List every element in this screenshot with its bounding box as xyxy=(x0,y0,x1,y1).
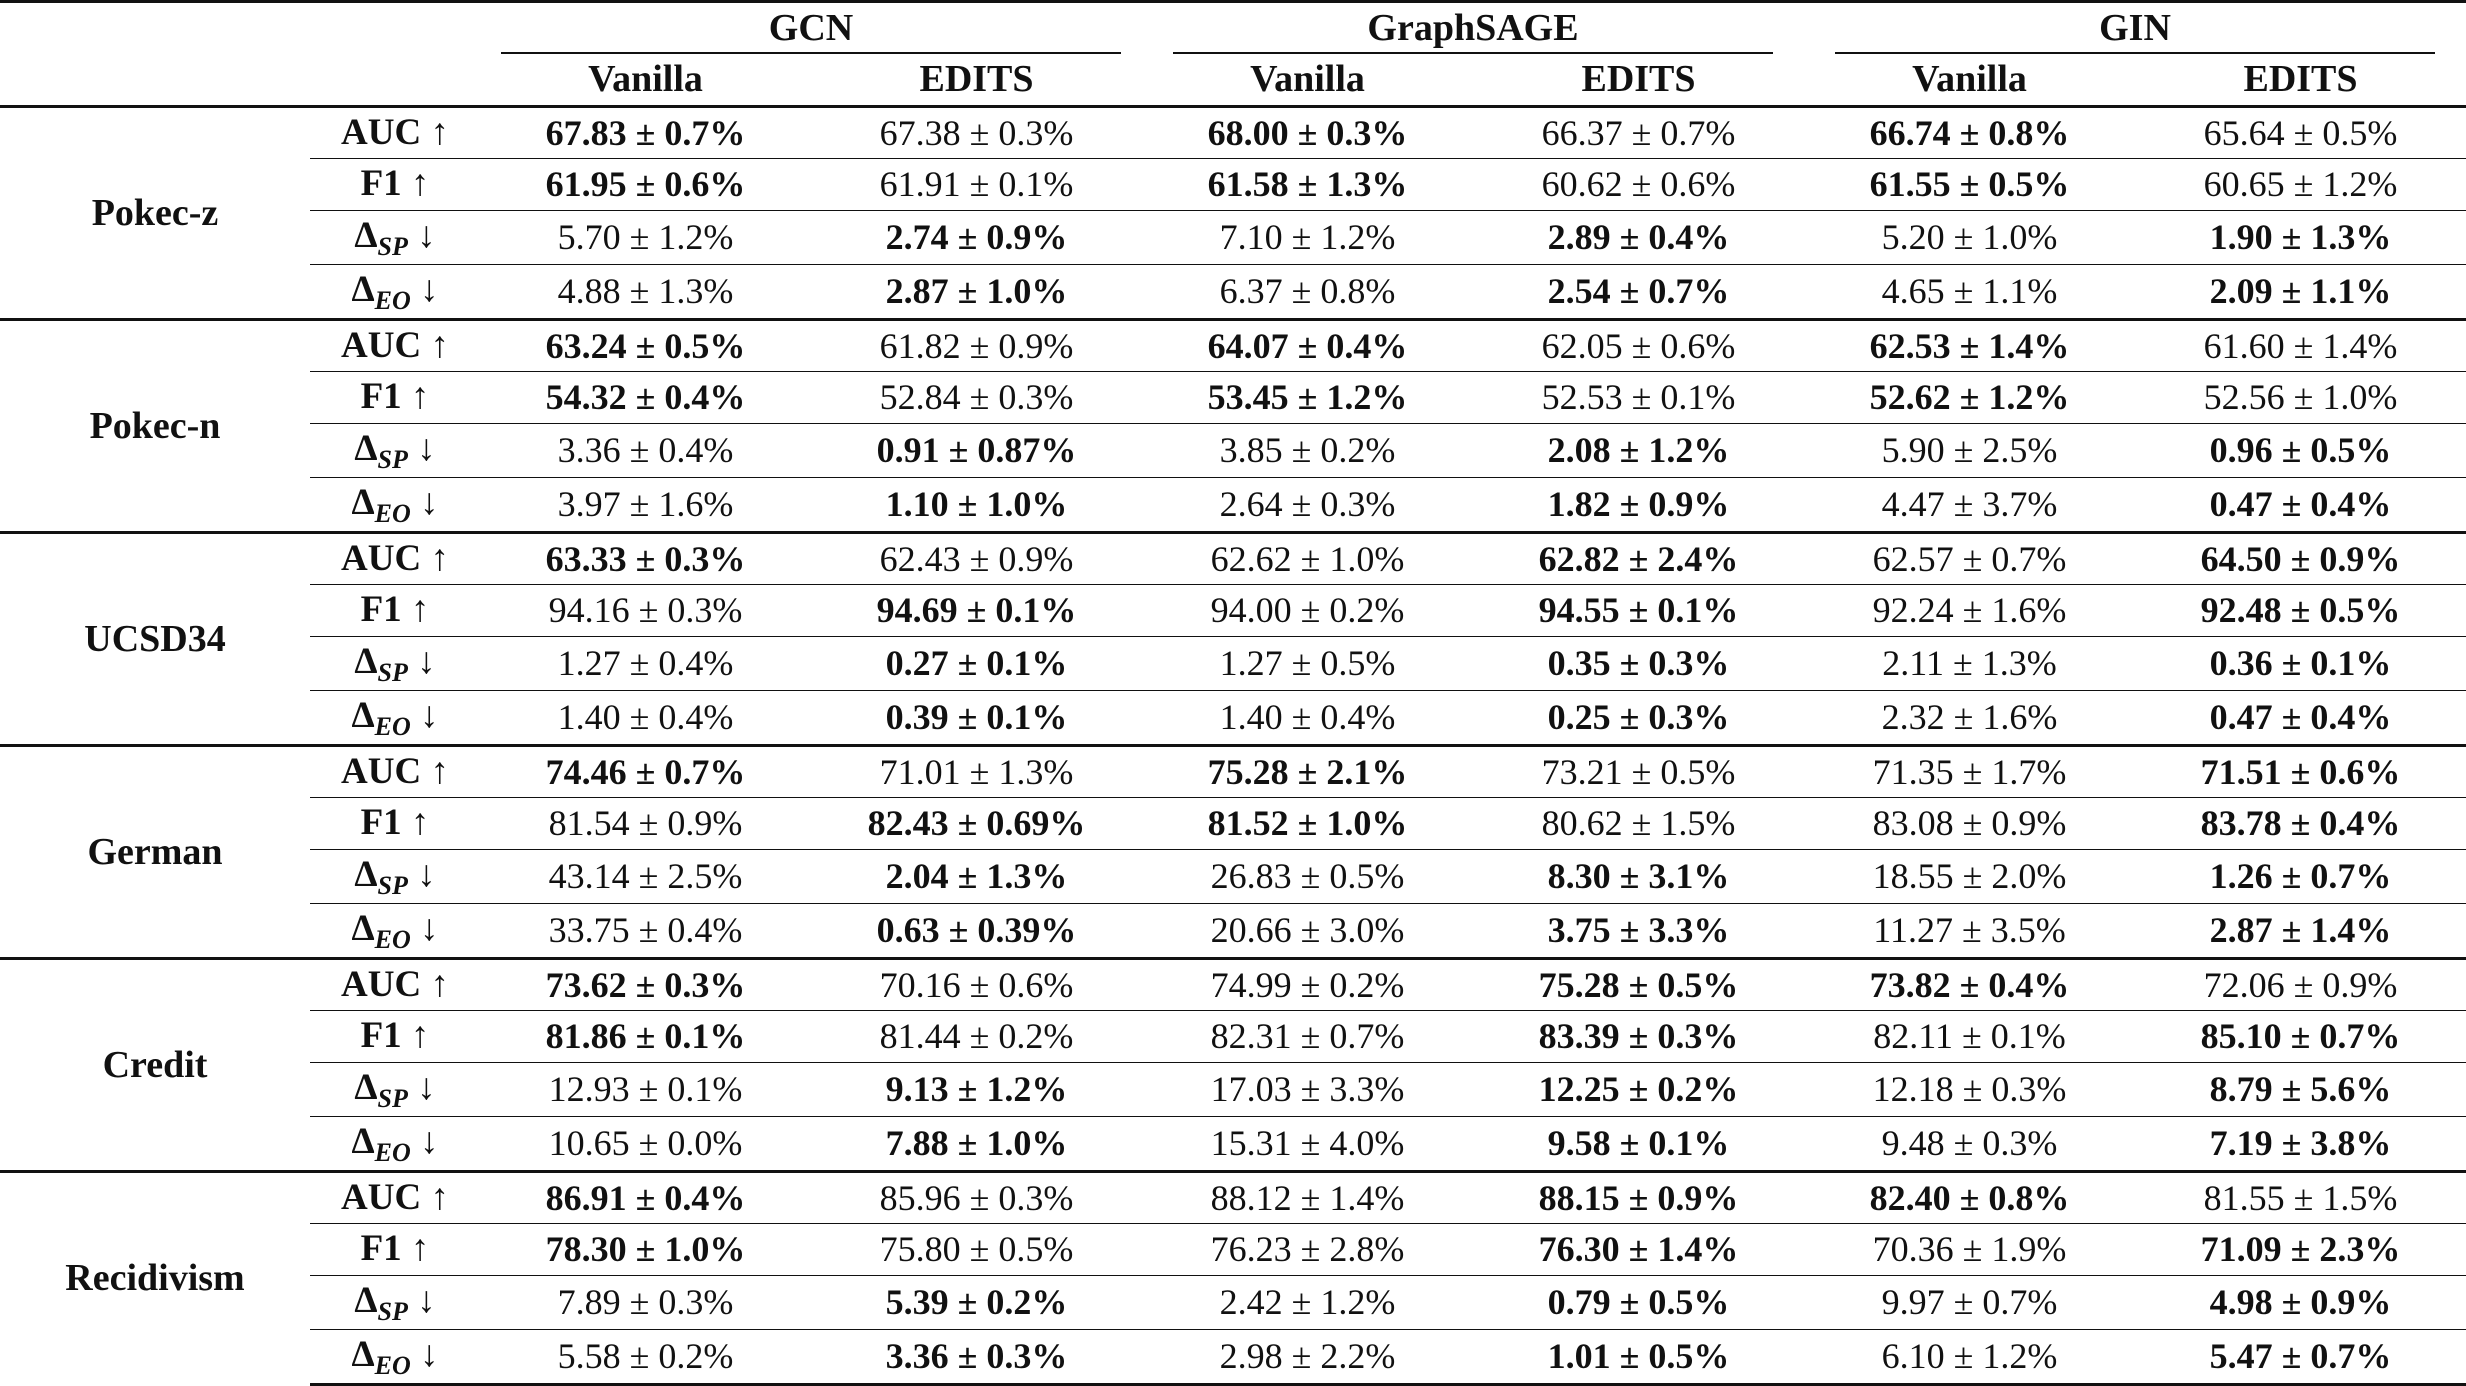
value-cell: 5.90 ± 2.5% xyxy=(1804,423,2135,477)
value-cell: 94.55 ± 0.1% xyxy=(1473,585,1804,637)
value-cell: 88.12 ± 1.4% xyxy=(1142,1171,1473,1224)
metric-label xyxy=(310,477,480,532)
table-row xyxy=(0,477,2466,532)
metric-label xyxy=(310,319,480,372)
arrow-down-icon: ↓ xyxy=(420,694,439,736)
value-cell: 54.32 ± 0.4% xyxy=(480,372,811,424)
value-cell: 12.18 ± 0.3% xyxy=(1804,1062,2135,1116)
group-header-gcn xyxy=(480,2,1142,55)
table-row xyxy=(0,1329,2466,1384)
table-row xyxy=(0,1275,2466,1329)
arrow-up-icon: ↑ xyxy=(410,376,430,418)
metric-label xyxy=(310,585,480,637)
arrow-down-icon: ↓ xyxy=(420,268,439,310)
arrow-up-icon: ↑ xyxy=(410,802,430,844)
value-cell: 9.13 ± 1.2% xyxy=(811,1062,1142,1116)
table-row xyxy=(0,1062,2466,1116)
value-cell: 81.54 ± 0.9% xyxy=(480,798,811,850)
value-cell: 71.51 ± 0.6% xyxy=(2135,745,2466,798)
arrow-up-icon: ↑ xyxy=(430,111,449,153)
value-cell: 74.46 ± 0.7% xyxy=(480,745,811,798)
subcolumn-header-vanilla: Vanilla xyxy=(1142,54,1473,106)
metric-label xyxy=(310,159,480,211)
value-cell: 3.97 ± 1.6% xyxy=(480,477,811,532)
value-cell: 2.04 ± 1.3% xyxy=(811,849,1142,903)
metric-name: F1 xyxy=(360,1015,402,1057)
metric-subscript: EO xyxy=(374,285,411,315)
metric-name: Δ xyxy=(351,268,375,310)
value-cell: 67.83 ± 0.7% xyxy=(480,106,811,159)
value-cell: 4.65 ± 1.1% xyxy=(1804,264,2135,319)
value-cell: 4.88 ± 1.3% xyxy=(480,264,811,319)
table-row xyxy=(0,319,2466,372)
value-cell: 76.23 ± 2.8% xyxy=(1142,1224,1473,1276)
value-cell: 4.47 ± 3.7% xyxy=(1804,477,2135,532)
metric-subscript: EO xyxy=(374,1350,411,1380)
table-row xyxy=(0,903,2466,958)
metric-name: Δ xyxy=(354,1279,378,1321)
arrow-up-icon: ↑ xyxy=(410,589,430,631)
metric-name: AUC xyxy=(341,111,422,153)
table-row xyxy=(0,264,2466,319)
metric-name: F1 xyxy=(360,802,402,844)
value-cell: 20.66 ± 3.0% xyxy=(1142,903,1473,958)
metric-label xyxy=(310,958,480,1011)
metric-label xyxy=(310,210,480,264)
value-cell: 3.36 ± 0.3% xyxy=(811,1329,1142,1384)
value-cell: 92.48 ± 0.5% xyxy=(2135,585,2466,637)
arrow-up-icon: ↑ xyxy=(410,163,430,205)
value-cell: 26.83 ± 0.5% xyxy=(1142,849,1473,903)
table-row xyxy=(0,532,2466,585)
value-cell: 61.95 ± 0.6% xyxy=(480,159,811,211)
value-cell: 81.44 ± 0.2% xyxy=(811,1011,1142,1063)
metric-subscript: EO xyxy=(374,498,411,528)
value-cell: 65.64 ± 0.5% xyxy=(2135,106,2466,159)
value-cell: 82.40 ± 0.8% xyxy=(1804,1171,2135,1224)
metric-name: Δ xyxy=(351,694,375,736)
value-cell: 73.21 ± 0.5% xyxy=(1473,745,1804,798)
value-cell: 17.03 ± 3.3% xyxy=(1142,1062,1473,1116)
value-cell: 62.82 ± 2.4% xyxy=(1473,532,1804,585)
dataset-label: Credit xyxy=(0,958,310,1171)
value-cell: 75.28 ± 0.5% xyxy=(1473,958,1804,1011)
subcolumn-header-row xyxy=(0,54,2466,106)
value-cell: 1.82 ± 0.9% xyxy=(1473,477,1804,532)
value-cell: 2.64 ± 0.3% xyxy=(1142,477,1473,532)
value-cell: 3.36 ± 0.4% xyxy=(480,423,811,477)
table-row xyxy=(0,798,2466,850)
value-cell: 10.65 ± 0.0% xyxy=(480,1116,811,1171)
metric-name: Δ xyxy=(354,427,378,469)
value-cell: 62.53 ± 1.4% xyxy=(1804,319,2135,372)
value-cell: 66.74 ± 0.8% xyxy=(1804,106,2135,159)
value-cell: 94.16 ± 0.3% xyxy=(480,585,811,637)
metric-name: Δ xyxy=(354,853,378,895)
arrow-up-icon: ↑ xyxy=(430,963,449,1005)
value-cell: 0.79 ± 0.5% xyxy=(1473,1275,1804,1329)
table-row xyxy=(0,958,2466,1011)
value-cell: 5.70 ± 1.2% xyxy=(480,210,811,264)
metric-name: AUC xyxy=(341,537,422,579)
value-cell: 18.55 ± 2.0% xyxy=(1804,849,2135,903)
metric-name: F1 xyxy=(360,589,402,631)
arrow-up-icon: ↑ xyxy=(410,1015,430,1057)
value-cell: 1.27 ± 0.5% xyxy=(1142,636,1473,690)
value-cell: 9.48 ± 0.3% xyxy=(1804,1116,2135,1171)
value-cell: 61.58 ± 1.3% xyxy=(1142,159,1473,211)
value-cell: 6.10 ± 1.2% xyxy=(1804,1329,2135,1384)
metric-label xyxy=(310,1011,480,1063)
metric-label xyxy=(310,745,480,798)
value-cell: 73.62 ± 0.3% xyxy=(480,958,811,1011)
table-row xyxy=(0,1171,2466,1224)
table-row xyxy=(0,423,2466,477)
subcolumn-header-vanilla: Vanilla xyxy=(1804,54,2135,106)
metric-label xyxy=(310,1224,480,1276)
value-cell: 4.98 ± 0.9% xyxy=(2135,1275,2466,1329)
value-cell: 0.36 ± 0.1% xyxy=(2135,636,2466,690)
value-cell: 7.89 ± 0.3% xyxy=(480,1275,811,1329)
value-cell: 75.28 ± 2.1% xyxy=(1142,745,1473,798)
metric-subscript: SP xyxy=(377,1296,408,1326)
metric-label xyxy=(310,532,480,585)
metric-label xyxy=(310,1171,480,1224)
group-label-gcn: GCN xyxy=(501,4,1121,54)
value-cell: 2.11 ± 1.3% xyxy=(1804,636,2135,690)
metric-subscript: EO xyxy=(374,924,411,954)
metric-subscript: SP xyxy=(377,870,408,900)
arrow-down-icon: ↓ xyxy=(420,1120,439,1162)
value-cell: 82.43 ± 0.69% xyxy=(811,798,1142,850)
value-cell: 73.82 ± 0.4% xyxy=(1804,958,2135,1011)
value-cell: 2.74 ± 0.9% xyxy=(811,210,1142,264)
value-cell: 92.24 ± 1.6% xyxy=(1804,585,2135,637)
value-cell: 83.39 ± 0.3% xyxy=(1473,1011,1804,1063)
value-cell: 76.30 ± 1.4% xyxy=(1473,1224,1804,1276)
group-label-graphsage: GraphSAGE xyxy=(1173,4,1773,54)
value-cell: 63.24 ± 0.5% xyxy=(480,319,811,372)
value-cell: 61.60 ± 1.4% xyxy=(2135,319,2466,372)
metric-name: Δ xyxy=(351,1333,375,1375)
value-cell: 7.88 ± 1.0% xyxy=(811,1116,1142,1171)
value-cell: 74.99 ± 0.2% xyxy=(1142,958,1473,1011)
table-row xyxy=(0,159,2466,211)
subcolumn-header-vanilla: Vanilla xyxy=(480,54,811,106)
value-cell: 1.01 ± 0.5% xyxy=(1473,1329,1804,1384)
metric-subscript: SP xyxy=(377,1083,408,1113)
value-cell: 1.90 ± 1.3% xyxy=(2135,210,2466,264)
value-cell: 66.37 ± 0.7% xyxy=(1473,106,1804,159)
value-cell: 0.47 ± 0.4% xyxy=(2135,690,2466,745)
value-cell: 2.87 ± 1.4% xyxy=(2135,903,2466,958)
empty-header-cell xyxy=(0,2,310,55)
table-body xyxy=(0,106,2466,1384)
value-cell: 94.69 ± 0.1% xyxy=(811,585,1142,637)
value-cell: 71.01 ± 1.3% xyxy=(811,745,1142,798)
value-cell: 12.25 ± 0.2% xyxy=(1473,1062,1804,1116)
value-cell: 2.09 ± 1.1% xyxy=(2135,264,2466,319)
value-cell: 2.54 ± 0.7% xyxy=(1473,264,1804,319)
value-cell: 60.65 ± 1.2% xyxy=(2135,159,2466,211)
value-cell: 61.91 ± 0.1% xyxy=(811,159,1142,211)
value-cell: 5.20 ± 1.0% xyxy=(1804,210,2135,264)
metric-label xyxy=(310,690,480,745)
dataset-label: Pokec-n xyxy=(0,319,310,532)
table-row xyxy=(0,1116,2466,1171)
metric-name: AUC xyxy=(341,1176,422,1218)
value-cell: 64.50 ± 0.9% xyxy=(2135,532,2466,585)
metric-label xyxy=(310,372,480,424)
value-cell: 0.91 ± 0.87% xyxy=(811,423,1142,477)
value-cell: 63.33 ± 0.3% xyxy=(480,532,811,585)
table-row xyxy=(0,849,2466,903)
value-cell: 12.93 ± 0.1% xyxy=(480,1062,811,1116)
metric-label xyxy=(310,798,480,850)
value-cell: 67.38 ± 0.3% xyxy=(811,106,1142,159)
metric-subscript: SP xyxy=(377,444,408,474)
value-cell: 2.87 ± 1.0% xyxy=(811,264,1142,319)
empty-header-cell xyxy=(310,54,480,106)
arrow-down-icon: ↓ xyxy=(417,640,436,682)
value-cell: 0.63 ± 0.39% xyxy=(811,903,1142,958)
value-cell: 7.19 ± 3.8% xyxy=(2135,1116,2466,1171)
value-cell: 33.75 ± 0.4% xyxy=(480,903,811,958)
metric-label xyxy=(310,1116,480,1171)
value-cell: 82.31 ± 0.7% xyxy=(1142,1011,1473,1063)
dataset-label: Pokec-z xyxy=(0,106,310,319)
metric-label xyxy=(310,106,480,159)
arrow-down-icon: ↓ xyxy=(417,853,436,895)
value-cell: 0.27 ± 0.1% xyxy=(811,636,1142,690)
value-cell: 5.58 ± 0.2% xyxy=(480,1329,811,1384)
value-cell: 3.85 ± 0.2% xyxy=(1142,423,1473,477)
value-cell: 1.40 ± 0.4% xyxy=(1142,690,1473,745)
value-cell: 88.15 ± 0.9% xyxy=(1473,1171,1804,1224)
value-cell: 1.26 ± 0.7% xyxy=(2135,849,2466,903)
arrow-down-icon: ↓ xyxy=(420,907,439,949)
value-cell: 15.31 ± 4.0% xyxy=(1142,1116,1473,1171)
value-cell: 1.27 ± 0.4% xyxy=(480,636,811,690)
subcolumn-header-edits: EDITS xyxy=(1473,54,1804,106)
value-cell: 0.25 ± 0.3% xyxy=(1473,690,1804,745)
metric-label xyxy=(310,1275,480,1329)
value-cell: 2.08 ± 1.2% xyxy=(1473,423,1804,477)
arrow-down-icon: ↓ xyxy=(420,1333,439,1375)
value-cell: 80.62 ± 1.5% xyxy=(1473,798,1804,850)
dataset-label: UCSD34 xyxy=(0,532,310,745)
value-cell: 2.42 ± 1.2% xyxy=(1142,1275,1473,1329)
value-cell: 82.11 ± 0.1% xyxy=(1804,1011,2135,1063)
arrow-down-icon: ↓ xyxy=(417,214,436,256)
metric-name: Δ xyxy=(351,1120,375,1162)
metric-subscript: SP xyxy=(377,657,408,687)
value-cell: 52.62 ± 1.2% xyxy=(1804,372,2135,424)
metric-label xyxy=(310,264,480,319)
metric-name: AUC xyxy=(341,750,422,792)
value-cell: 81.52 ± 1.0% xyxy=(1142,798,1473,850)
value-cell: 2.89 ± 0.4% xyxy=(1473,210,1804,264)
value-cell: 7.10 ± 1.2% xyxy=(1142,210,1473,264)
metric-subscript: EO xyxy=(374,1137,411,1167)
metric-label xyxy=(310,1062,480,1116)
value-cell: 78.30 ± 1.0% xyxy=(480,1224,811,1276)
table-row xyxy=(0,636,2466,690)
metric-name: F1 xyxy=(360,163,402,205)
arrow-up-icon: ↑ xyxy=(430,1176,449,1218)
value-cell: 75.80 ± 0.5% xyxy=(811,1224,1142,1276)
value-cell: 5.39 ± 0.2% xyxy=(811,1275,1142,1329)
metric-name: Δ xyxy=(354,214,378,256)
metric-name: F1 xyxy=(360,1228,402,1270)
table-row xyxy=(0,690,2466,745)
group-label-gin: GIN xyxy=(1835,4,2435,54)
dataset-label: Recidivism xyxy=(0,1171,310,1384)
table-row xyxy=(0,210,2466,264)
value-cell: 2.32 ± 1.6% xyxy=(1804,690,2135,745)
metric-label xyxy=(310,849,480,903)
metric-name: Δ xyxy=(351,907,375,949)
value-cell: 72.06 ± 0.9% xyxy=(2135,958,2466,1011)
value-cell: 0.39 ± 0.1% xyxy=(811,690,1142,745)
value-cell: 0.35 ± 0.3% xyxy=(1473,636,1804,690)
arrow-down-icon: ↓ xyxy=(417,1279,436,1321)
value-cell: 2.98 ± 2.2% xyxy=(1142,1329,1473,1384)
value-cell: 1.40 ± 0.4% xyxy=(480,690,811,745)
value-cell: 70.16 ± 0.6% xyxy=(811,958,1142,1011)
value-cell: 52.56 ± 1.0% xyxy=(2135,372,2466,424)
value-cell: 9.58 ± 0.1% xyxy=(1473,1116,1804,1171)
arrow-up-icon: ↑ xyxy=(430,750,449,792)
value-cell: 86.91 ± 0.4% xyxy=(480,1171,811,1224)
value-cell: 62.43 ± 0.9% xyxy=(811,532,1142,585)
value-cell: 53.45 ± 1.2% xyxy=(1142,372,1473,424)
value-cell: 83.78 ± 0.4% xyxy=(2135,798,2466,850)
value-cell: 68.00 ± 0.3% xyxy=(1142,106,1473,159)
table-row xyxy=(0,745,2466,798)
arrow-down-icon: ↓ xyxy=(417,427,436,469)
metric-subscript: EO xyxy=(374,711,411,741)
table-row xyxy=(0,1224,2466,1276)
metric-label xyxy=(310,903,480,958)
value-cell: 71.35 ± 1.7% xyxy=(1804,745,2135,798)
value-cell: 6.37 ± 0.8% xyxy=(1142,264,1473,319)
arrow-up-icon: ↑ xyxy=(430,324,449,366)
table-row xyxy=(0,585,2466,637)
value-cell: 52.84 ± 0.3% xyxy=(811,372,1142,424)
group-header-gin xyxy=(1804,2,2466,55)
metric-name: Δ xyxy=(351,481,375,523)
value-cell: 9.97 ± 0.7% xyxy=(1804,1275,2135,1329)
value-cell: 0.47 ± 0.4% xyxy=(2135,477,2466,532)
metric-name: Δ xyxy=(354,640,378,682)
value-cell: 8.30 ± 3.1% xyxy=(1473,849,1804,903)
value-cell: 60.62 ± 0.6% xyxy=(1473,159,1804,211)
table-row xyxy=(0,1011,2466,1063)
value-cell: 71.09 ± 2.3% xyxy=(2135,1224,2466,1276)
value-cell: 3.75 ± 3.3% xyxy=(1473,903,1804,958)
value-cell: 62.62 ± 1.0% xyxy=(1142,532,1473,585)
arrow-up-icon: ↑ xyxy=(410,1228,430,1270)
empty-header-cell xyxy=(0,54,310,106)
metric-name: Δ xyxy=(354,1066,378,1108)
value-cell: 52.53 ± 0.1% xyxy=(1473,372,1804,424)
value-cell: 81.55 ± 1.5% xyxy=(2135,1171,2466,1224)
metric-label xyxy=(310,636,480,690)
value-cell: 8.79 ± 5.6% xyxy=(2135,1062,2466,1116)
value-cell: 70.36 ± 1.9% xyxy=(1804,1224,2135,1276)
metric-label xyxy=(310,1329,480,1384)
value-cell: 83.08 ± 0.9% xyxy=(1804,798,2135,850)
empty-header-cell xyxy=(310,2,480,55)
table-row xyxy=(0,372,2466,424)
value-cell: 85.10 ± 0.7% xyxy=(2135,1011,2466,1063)
value-cell: 94.00 ± 0.2% xyxy=(1142,585,1473,637)
value-cell: 5.47 ± 0.7% xyxy=(2135,1329,2466,1384)
arrow-down-icon: ↓ xyxy=(420,481,439,523)
metric-subscript: SP xyxy=(377,231,408,261)
subcolumn-header-edits: EDITS xyxy=(811,54,1142,106)
value-cell: 61.82 ± 0.9% xyxy=(811,319,1142,372)
value-cell: 62.05 ± 0.6% xyxy=(1473,319,1804,372)
metric-name: AUC xyxy=(341,963,422,1005)
subcolumn-header-edits: EDITS xyxy=(2135,54,2466,106)
value-cell: 85.96 ± 0.3% xyxy=(811,1171,1142,1224)
value-cell: 62.57 ± 0.7% xyxy=(1804,532,2135,585)
dataset-label: German xyxy=(0,745,310,958)
value-cell: 64.07 ± 0.4% xyxy=(1142,319,1473,372)
value-cell: 43.14 ± 2.5% xyxy=(480,849,811,903)
value-cell: 81.86 ± 0.1% xyxy=(480,1011,811,1063)
metric-name: AUC xyxy=(341,324,422,366)
group-header-row xyxy=(0,2,2466,55)
group-header-graphsage xyxy=(1142,2,1804,55)
arrow-up-icon: ↑ xyxy=(430,537,449,579)
value-cell: 11.27 ± 3.5% xyxy=(1804,903,2135,958)
value-cell: 0.96 ± 0.5% xyxy=(2135,423,2466,477)
value-cell: 1.10 ± 1.0% xyxy=(811,477,1142,532)
metric-name: F1 xyxy=(360,376,402,418)
arrow-down-icon: ↓ xyxy=(417,1066,436,1108)
metric-label xyxy=(310,423,480,477)
value-cell: 61.55 ± 0.5% xyxy=(1804,159,2135,211)
table-row xyxy=(0,106,2466,159)
